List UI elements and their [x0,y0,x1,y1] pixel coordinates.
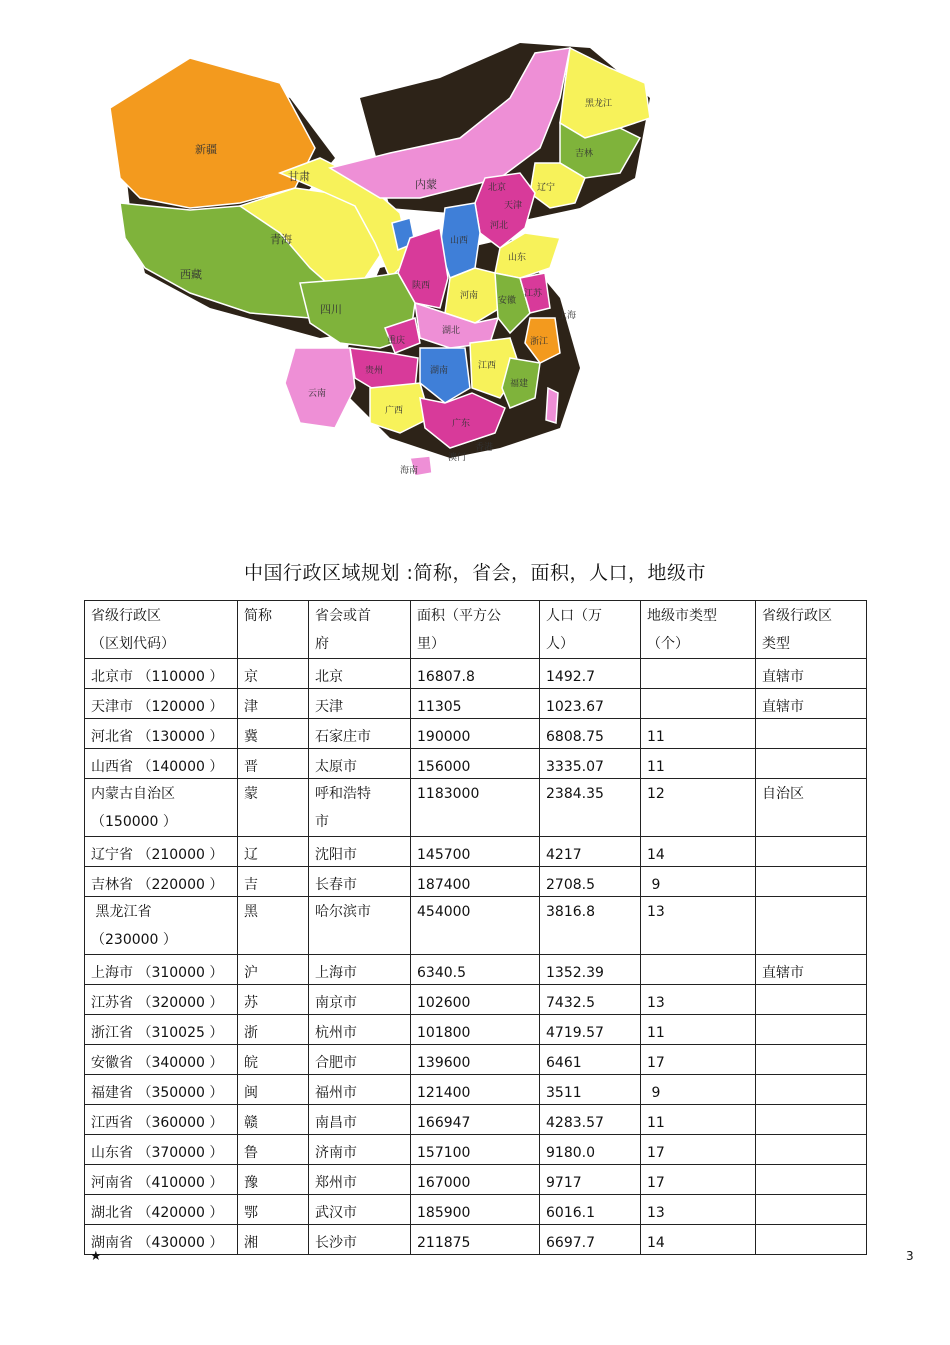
column-header [411,601,540,659]
table-row [85,867,867,897]
cell-population: 9717 [540,1165,641,1195]
cell-region-name-text: 湖南省 （430000 ） [91,1235,224,1251]
cell-capital [309,1165,411,1195]
cell-area: 187400 [411,867,540,897]
cell-area: 167000 [411,1165,540,1195]
table-row [85,1195,867,1225]
cell-prefecture-count [641,659,756,689]
cell-region-name [85,1195,238,1225]
map-label-jiangsu: 江苏 [524,289,543,299]
cell-capital-text: 石家庄市 [315,729,371,745]
column-header-text: 人） [546,636,574,652]
map-label-henan: 河南 [460,291,479,301]
cell-region-type [756,1195,867,1225]
table-row [85,659,867,689]
cell-region-name [85,749,238,779]
cell-population: 6808.75 [540,719,641,749]
cell-abbreviation: 津 [238,689,309,719]
cell-capital [309,955,411,985]
region-taiwan [546,388,558,423]
cell-region-name-text: 内蒙古自治区 [91,786,175,802]
table-row [85,1165,867,1195]
cell-region-name-text: 浙江省 （310025 ） [91,1025,224,1041]
cell-region-type [756,1045,867,1075]
column-header [540,601,641,659]
cell-prefecture-count: 11 [641,749,756,779]
table-row [85,719,867,749]
cell-capital-text: 天津 [315,699,343,715]
map-label-beijing: 北京 [488,183,507,193]
cell-prefecture-count [641,689,756,719]
region-xinjiang [110,58,315,208]
cell-region-name [85,1015,238,1045]
cell-region-name [85,779,238,837]
cell-area: 1183000 [411,779,540,837]
cell-capital [309,897,411,955]
cell-region-type [756,1075,867,1105]
cell-prefecture-count: 17 [641,1135,756,1165]
cell-region-type: 直辖市 [756,955,867,985]
table-row [85,1225,867,1255]
cell-region-name-text: 天津市 （120000 ） [91,699,224,715]
cell-capital-text: 呼和浩特 [315,786,371,802]
china-map-svg [80,28,680,498]
cell-capital [309,1225,411,1255]
cell-region-name-text: 江西省 （360000 ） [91,1115,224,1131]
cell-area: 145700 [411,837,540,867]
cell-abbreviation: 京 [238,659,309,689]
cell-capital [309,659,411,689]
cell-abbreviation: 鲁 [238,1135,309,1165]
cell-population: 1023.67 [540,689,641,719]
column-header-text: 府 [315,636,329,652]
province-table-body [85,601,867,1255]
cell-region-name [85,955,238,985]
map-label-shaanxi: 陕西 [412,281,431,291]
cell-population: 6016.1 [540,1195,641,1225]
cell-prefecture-count: 13 [641,1195,756,1225]
cell-capital-text: 哈尔滨市 [315,904,371,920]
cell-capital-text: 长春市 [315,877,357,893]
star-marker: ★ [90,1249,102,1264]
province-table [84,600,867,1255]
table-row [85,837,867,867]
cell-area: 211875 [411,1225,540,1255]
cell-population: 2708.5 [540,867,641,897]
cell-population: 4283.57 [540,1105,641,1135]
cell-capital [309,985,411,1015]
cell-capital-text: 福州市 [315,1085,357,1101]
cell-region-type [756,1105,867,1135]
table-row [85,1015,867,1045]
cell-region-name [85,1075,238,1105]
cell-region-name-text: 河南省 （410000 ） [91,1175,224,1191]
column-header [641,601,756,659]
cell-capital [309,867,411,897]
cell-abbreviation: 苏 [238,985,309,1015]
cell-prefecture-count: 17 [641,1045,756,1075]
cell-region-name [85,867,238,897]
table-header-row [85,601,867,659]
cell-region-name [85,897,238,955]
map-label-fujian: 福建 [510,379,529,389]
cell-prefecture-count: 14 [641,837,756,867]
cell-capital-text: 长沙市 [315,1235,357,1251]
table-row [85,955,867,985]
cell-region-type [756,1015,867,1045]
cell-abbreviation: 黑 [238,897,309,955]
cell-population: 7432.5 [540,985,641,1015]
cell-area: 190000 [411,719,540,749]
cell-population: 3511 [540,1075,641,1105]
cell-region-name-text: （150000 ） [91,814,177,830]
cell-abbreviation: 蒙 [238,779,309,837]
cell-population: 1352.39 [540,955,641,985]
map-label-qinghai: 青海 [270,233,292,246]
cell-prefecture-count: 13 [641,897,756,955]
table-row [85,1075,867,1105]
column-header-text: 里） [417,636,445,652]
cell-area: 102600 [411,985,540,1015]
cell-region-type [756,1165,867,1195]
cell-capital-text: 合肥市 [315,1055,357,1071]
map-label-guangxi: 广西 [385,406,404,416]
cell-region-type: 直辖市 [756,659,867,689]
cell-prefecture-count [641,955,756,985]
cell-population: 4217 [540,837,641,867]
cell-prefecture-count: 17 [641,1165,756,1195]
cell-abbreviation: 冀 [238,719,309,749]
cell-capital [309,689,411,719]
cell-capital-text: 南京市 [315,995,357,1011]
cell-capital-text: 南昌市 [315,1115,357,1131]
map-label-jiangxi: 江西 [478,361,497,371]
cell-region-name [85,837,238,867]
column-header [309,601,411,659]
cell-region-name-text: （230000 ） [91,932,177,948]
cell-capital-text: 济南市 [315,1145,357,1161]
cell-region-type [756,897,867,955]
cell-area: 101800 [411,1015,540,1045]
cell-capital-text: 武汉市 [315,1205,357,1221]
cell-region-type: 直辖市 [756,689,867,719]
cell-capital [309,1105,411,1135]
column-header-text: 面积（平方公 [417,608,501,624]
cell-area: 185900 [411,1195,540,1225]
cell-area: 121400 [411,1075,540,1105]
cell-population: 3816.8 [540,897,641,955]
map-label-xinjiang: 新疆 [195,143,217,156]
cell-region-type [756,1225,867,1255]
cell-capital [309,749,411,779]
cell-region-name-text: 湖北省 （420000 ） [91,1205,224,1221]
table-row [85,897,867,955]
map-label-anhui: 安徽 [498,296,517,306]
cell-region-name-text: 上海市 （310000 ） [91,965,224,981]
map-label-liaoning: 辽宁 [537,183,556,193]
cell-region-name [85,689,238,719]
map-label-neimeng: 内蒙 [415,178,437,191]
region-yunnan [285,348,355,428]
cell-abbreviation: 皖 [238,1045,309,1075]
cell-region-name [85,659,238,689]
cell-abbreviation: 吉 [238,867,309,897]
cell-region-name-text: 江苏省 （320000 ） [91,995,224,1011]
cell-region-name-text: 黑龙江省 [91,904,152,920]
cell-population: 6697.7 [540,1225,641,1255]
cell-capital-text: 杭州市 [315,1025,357,1041]
cell-capital [309,1195,411,1225]
cell-abbreviation: 晋 [238,749,309,779]
cell-region-name-text: 安徽省 （340000 ） [91,1055,224,1071]
map-label-jilin: 吉林 [575,149,594,159]
map-label-hubei: 湖北 [442,326,461,336]
cell-region-type: 自治区 [756,779,867,837]
map-label-heilongjiang: 黑龙江 [585,99,613,109]
cell-capital-text: 上海市 [315,965,357,981]
table-row [85,689,867,719]
table-row [85,1135,867,1165]
cell-area: 11305 [411,689,540,719]
cell-population: 2384.35 [540,779,641,837]
map-label-shanxi: 山西 [450,236,469,246]
column-header [238,601,309,659]
table-row [85,1045,867,1075]
cell-abbreviation: 豫 [238,1165,309,1195]
column-header-text: 省级行政区 [91,608,161,624]
cell-region-name-text: 吉林省 （220000 ） [91,877,224,893]
column-header [85,601,238,659]
cell-prefecture-count: 9 [641,867,756,897]
cell-region-name [85,985,238,1015]
map-label-xianggang: 香港 [475,443,494,453]
cell-population: 4719.57 [540,1015,641,1045]
cell-area: 16807.8 [411,659,540,689]
document-title: 中国行政区域规划 :简称，省会，面积，人口，地级市 [244,562,706,584]
cell-region-type [756,749,867,779]
cell-region-name [85,1105,238,1135]
cell-population: 9180.0 [540,1135,641,1165]
column-header-text: 人口（万 [546,608,602,624]
cell-abbreviation: 鄂 [238,1195,309,1225]
table-row [85,779,867,837]
cell-abbreviation: 辽 [238,837,309,867]
cell-capital-text: 郑州市 [315,1175,357,1191]
map-label-aomen: 澳门 [448,453,467,463]
cell-region-type [756,867,867,897]
table-row [85,1105,867,1135]
cell-area: 454000 [411,897,540,955]
column-header-text: 省级行政区 [762,608,832,624]
cell-prefecture-count: 14 [641,1225,756,1255]
china-province-map [80,28,680,498]
table-row [85,749,867,779]
column-header-text: 简称 [244,608,272,624]
column-header [756,601,867,659]
map-label-hebei: 河北 [490,221,509,231]
cell-abbreviation: 赣 [238,1105,309,1135]
cell-region-name-text: 福建省 （350000 ） [91,1085,224,1101]
map-label-hainan: 海南 [400,466,419,476]
cell-region-name [85,1135,238,1165]
cell-region-type [756,719,867,749]
cell-region-type [756,837,867,867]
map-label-tianjin: 天津 [504,201,523,211]
map-label-gansu: 甘肃 [288,170,310,183]
table-row [85,985,867,1015]
cell-area: 166947 [411,1105,540,1135]
cell-region-name-text: 山西省 （140000 ） [91,759,224,775]
column-header-text: （个） [647,636,689,652]
cell-area: 6340.5 [411,955,540,985]
map-label-guangdong: 广东 [452,419,471,429]
page-number: 3 [906,1249,914,1263]
cell-region-name [85,1165,238,1195]
cell-area: 156000 [411,749,540,779]
cell-region-name [85,719,238,749]
cell-region-name-text: 辽宁省 （210000 ） [91,847,224,863]
cell-capital [309,1045,411,1075]
cell-prefecture-count: 9 [641,1075,756,1105]
cell-capital-text: 太原市 [315,759,357,775]
map-label-sichuan: 四川 [320,303,342,316]
cell-prefecture-count: 12 [641,779,756,837]
cell-region-name-text: 北京市 （110000 ） [91,669,224,685]
cell-capital [309,719,411,749]
column-header-text: 类型 [762,636,790,652]
cell-abbreviation: 浙 [238,1015,309,1045]
cell-area: 157100 [411,1135,540,1165]
cell-population: 1492.7 [540,659,641,689]
cell-prefecture-count: 11 [641,1105,756,1135]
cell-population: 6461 [540,1045,641,1075]
cell-region-name [85,1225,238,1255]
cell-population: 3335.07 [540,749,641,779]
cell-area: 139600 [411,1045,540,1075]
cell-region-name-text: 山东省 （370000 ） [91,1145,224,1161]
cell-region-name [85,1045,238,1075]
cell-capital [309,779,411,837]
cell-capital-text: 市 [315,814,329,830]
cell-capital [309,1075,411,1105]
cell-capital-text: 北京 [315,669,343,685]
map-label-zhejiang: 浙江 [530,337,549,347]
cell-capital [309,837,411,867]
cell-abbreviation: 闽 [238,1075,309,1105]
cell-prefecture-count: 11 [641,1015,756,1045]
cell-prefecture-count: 11 [641,719,756,749]
cell-region-name-text: 河北省 （130000 ） [91,729,224,745]
cell-region-type [756,1135,867,1165]
cell-capital [309,1015,411,1045]
cell-region-type [756,985,867,1015]
column-header-text: 地级市类型 [647,608,717,624]
map-label-yunnan: 云南 [308,389,327,399]
cell-prefecture-count: 13 [641,985,756,1015]
column-header-text: 省会或首 [315,608,371,624]
map-label-hunan: 湖南 [430,366,449,376]
map-label-chongqing: 重庆 [387,336,406,346]
map-label-guizhou: 贵州 [365,366,384,376]
cell-abbreviation: 湘 [238,1225,309,1255]
column-header-text: （区划代码） [91,636,175,652]
map-label-shandong: 山东 [508,253,527,263]
cell-capital-text: 沈阳市 [315,847,357,863]
cell-capital [309,1135,411,1165]
map-label-shanghai: 上海 [558,311,577,321]
map-label-xizang: 西藏 [180,268,202,281]
cell-abbreviation: 沪 [238,955,309,985]
